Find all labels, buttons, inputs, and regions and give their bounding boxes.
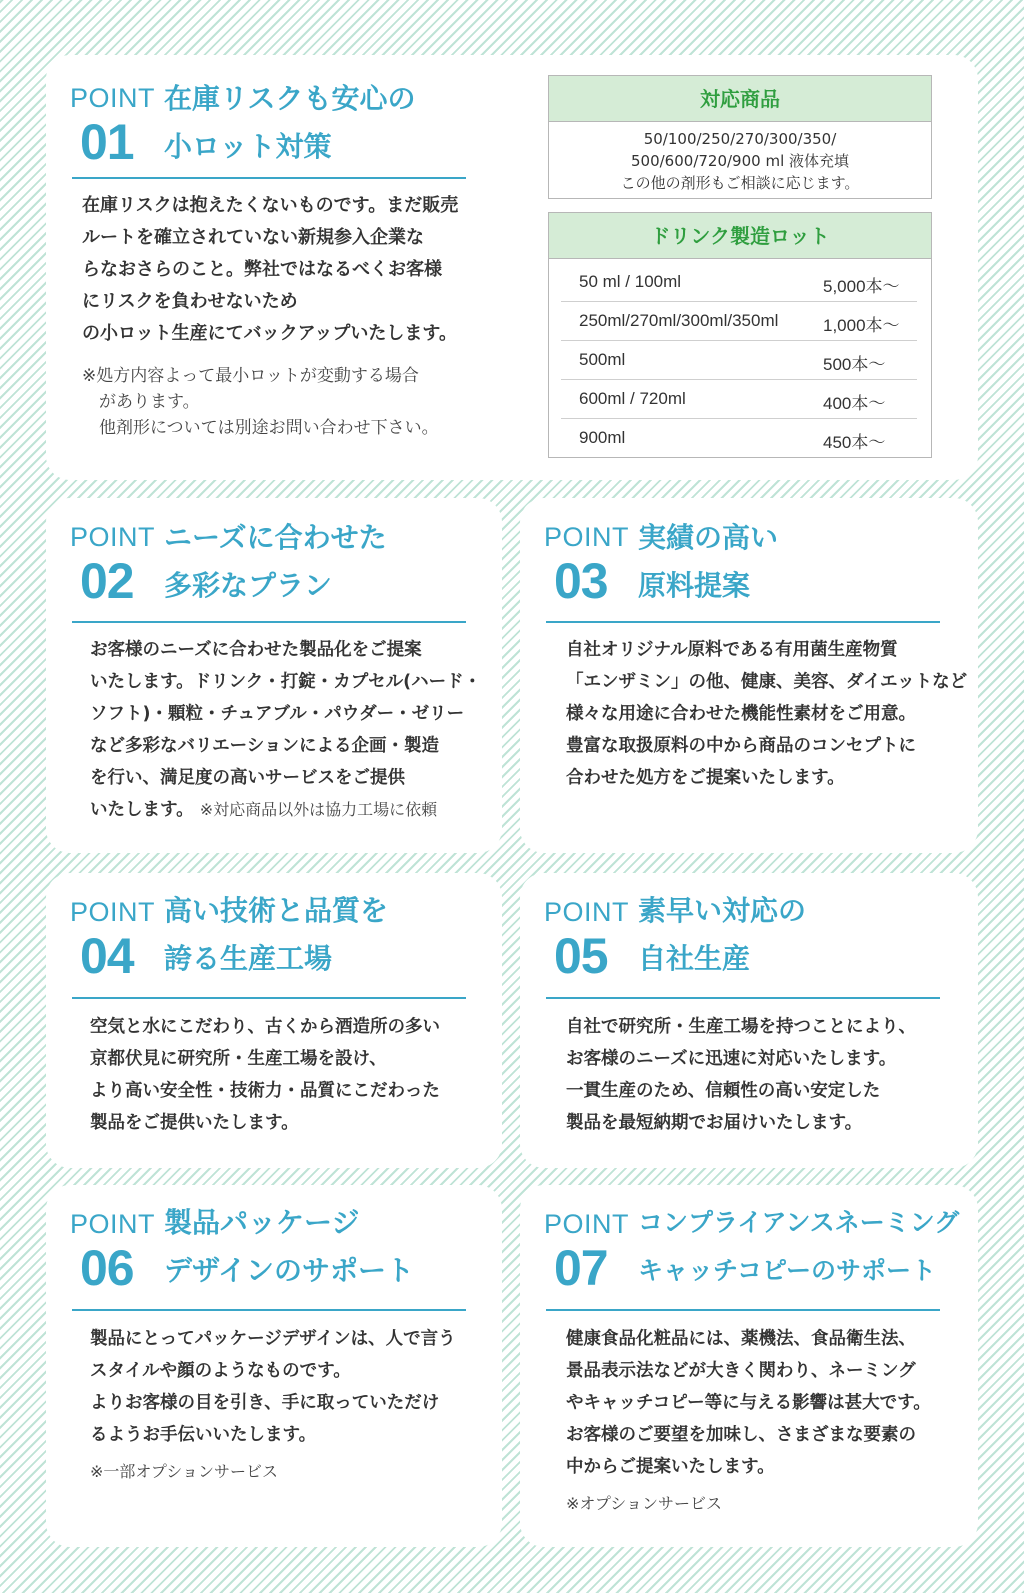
body-line: の小ロット生産にてバックアップいたします。 bbox=[82, 323, 457, 344]
point-body bbox=[566, 1323, 931, 1483]
products-table-title: 対応商品 bbox=[549, 76, 931, 122]
point-label: POINT bbox=[544, 1209, 630, 1239]
body-line: 合わせた処方をご提案いたします。 bbox=[566, 768, 845, 788]
heading-line: 製品パッケージ bbox=[164, 1206, 360, 1239]
point-number: 02 bbox=[80, 553, 134, 609]
heading-divider bbox=[72, 621, 466, 623]
point-label: POINT bbox=[70, 522, 156, 552]
body-line: を行い、満足度の高いサービスをご提供 bbox=[90, 768, 405, 788]
heading-line: キャッチコピーのサポート bbox=[638, 1256, 937, 1285]
heading-line: 実績の高い bbox=[638, 521, 779, 554]
point-heading bbox=[164, 514, 387, 610]
point-heading bbox=[164, 887, 388, 983]
point-number: 05 bbox=[554, 928, 608, 984]
heading-line: 小ロット対策 bbox=[164, 130, 332, 163]
point-label: POINT bbox=[70, 897, 156, 927]
point-number: 03 bbox=[554, 553, 608, 609]
body-line: お客様のご要望を加味し、さまざまな要素の bbox=[566, 1425, 916, 1445]
point-number: 07 bbox=[554, 1240, 608, 1296]
heading-divider bbox=[72, 1309, 466, 1311]
point-body bbox=[90, 1011, 440, 1139]
point-note bbox=[82, 363, 439, 441]
products-line: この他の剤形もご相談に応じます。 bbox=[620, 174, 860, 192]
lot-row bbox=[561, 380, 917, 419]
heading-line: デザインのサポート bbox=[164, 1254, 415, 1287]
point-label: POINT bbox=[70, 1209, 156, 1239]
heading-line: 原料提案 bbox=[638, 569, 751, 602]
point-body bbox=[566, 1011, 916, 1139]
body-line: 豊富な取扱原料の中から商品のコンセプトに bbox=[566, 736, 916, 756]
body-line: 景品表示法などが大きく関わり、ネーミング bbox=[566, 1361, 916, 1381]
body-line: 製品をご提供いたします。 bbox=[90, 1113, 299, 1133]
heading-line: 自社生産 bbox=[638, 942, 751, 975]
heading-line: 多彩なプラン bbox=[164, 569, 333, 602]
heading-line: ニーズに合わせた bbox=[164, 521, 387, 554]
body-line: 製品を最短納期でお届けいたします。 bbox=[566, 1113, 863, 1133]
point-card-01 bbox=[46, 55, 978, 480]
point-number: 04 bbox=[80, 928, 134, 984]
point-body bbox=[90, 634, 481, 826]
body-line: 様々な用途に合わせた機能性素材をご用意。 bbox=[566, 704, 916, 724]
heading-divider bbox=[546, 621, 940, 623]
lot-size: 500ml bbox=[579, 350, 626, 369]
point-note bbox=[90, 1459, 278, 1485]
body-line: ソフト)・顆粒・チュアブル・パウダー・ゼリー bbox=[90, 704, 465, 724]
lot-qty: 400本〜 bbox=[823, 394, 886, 413]
point-number: 01 bbox=[80, 114, 134, 170]
heading-line: 在庫リスクも安心の bbox=[164, 82, 416, 115]
point-label: POINT bbox=[70, 83, 156, 113]
body-line: やキャッチコピー等に与える影響は甚大です。 bbox=[566, 1393, 931, 1413]
lot-size: 250ml/270ml/300ml/350ml bbox=[579, 311, 779, 330]
body-line: 「エンザミン」の他、健康、美容、ダイエットなど bbox=[566, 672, 968, 692]
body-line: 健康食品化粧品には、薬機法、食品衛生法、 bbox=[566, 1329, 916, 1349]
lot-size: 600ml / 720ml bbox=[579, 389, 686, 408]
body-line-text: いたします。 bbox=[90, 800, 194, 820]
body-line bbox=[90, 794, 481, 826]
inline-note: ※対応商品以外は協力工場に依頼 bbox=[199, 800, 438, 819]
body-line: ルートを確立されていない新規参入企業な bbox=[82, 227, 424, 248]
note-line: ※オプションサービス bbox=[566, 1494, 722, 1513]
lot-row bbox=[561, 302, 917, 341]
point-heading bbox=[638, 887, 806, 983]
body-line: 自社で研究所・生産工場を持つことにより、 bbox=[566, 1017, 916, 1037]
lot-row bbox=[561, 341, 917, 380]
point-heading bbox=[638, 1199, 959, 1295]
point-card-04 bbox=[46, 873, 502, 1168]
heading-line: 高い技術と品質を bbox=[164, 894, 389, 927]
lot-qty: 5,000本〜 bbox=[823, 277, 900, 296]
heading-line: 素早い対応の bbox=[638, 894, 807, 927]
body-line: 在庫リスクは抱えたくないものです。まだ販売 bbox=[82, 195, 459, 216]
note-line: ※一部オプションサービス bbox=[90, 1462, 278, 1481]
note-line: 他剤形については別途お問い合わせ下さい。 bbox=[82, 418, 439, 438]
point-heading bbox=[164, 1199, 414, 1295]
point-heading bbox=[638, 514, 778, 610]
point-card-06 bbox=[46, 1185, 502, 1547]
point-label: POINT bbox=[544, 897, 630, 927]
body-line: にリスクを負わせないため bbox=[82, 291, 298, 312]
body-line: るようお手伝いいたします。 bbox=[90, 1425, 317, 1445]
body-line: など多彩なバリエーションによる企画・製造 bbox=[90, 736, 439, 756]
body-line: お客様のニーズに迅速に対応いたします。 bbox=[566, 1049, 897, 1069]
heading-line: コンプライアンスネーミング bbox=[638, 1208, 960, 1237]
body-line: より高い安全性・技術力・品質にこだわった bbox=[90, 1081, 440, 1101]
heading-divider bbox=[546, 1309, 940, 1311]
lot-table bbox=[548, 212, 932, 458]
body-line: 空気と水にこだわり、古くから酒造所の多い bbox=[90, 1017, 440, 1037]
body-line: いたします。ドリンク・打錠・カプセル(ハード・ bbox=[90, 672, 482, 692]
products-table-body bbox=[549, 122, 931, 194]
body-line: お客様のニーズに合わせた製品化をご提案 bbox=[90, 640, 422, 660]
point-body bbox=[82, 190, 458, 350]
point-card-03 bbox=[520, 498, 978, 853]
body-line: スタイルや顔のようなものです。 bbox=[90, 1361, 351, 1381]
note-line: ※処方内容よって最小ロットが変動する場合 bbox=[82, 366, 419, 386]
point-card-05 bbox=[520, 873, 978, 1168]
products-line: 500/600/720/900 ml 液体充填 bbox=[631, 152, 849, 170]
lot-qty: 450本〜 bbox=[823, 433, 886, 452]
point-number: 06 bbox=[80, 1240, 134, 1296]
lot-row bbox=[561, 263, 917, 302]
heading-line: 誇る生産工場 bbox=[164, 942, 333, 975]
body-line: 一貫生産のため、信頼性の高い安定した bbox=[566, 1081, 881, 1101]
lot-qty: 500本〜 bbox=[823, 355, 886, 374]
body-line: 京都伏見に研究所・生産工場を設け、 bbox=[90, 1049, 387, 1069]
heading-divider bbox=[546, 997, 940, 999]
body-line: 中からご提案いたします。 bbox=[566, 1457, 775, 1477]
lot-qty: 1,000本〜 bbox=[823, 316, 900, 335]
body-line: 自社オリジナル原料である有用菌生産物質 bbox=[566, 640, 898, 660]
note-line: があります。 bbox=[82, 392, 200, 412]
body-line: 製品にとってパッケージデザインは、人で言う bbox=[90, 1329, 456, 1349]
point-heading bbox=[164, 75, 415, 171]
lot-row bbox=[561, 419, 917, 458]
lot-size: 50 ml / 100ml bbox=[579, 272, 682, 291]
point-card-02 bbox=[46, 498, 502, 853]
lot-table-title: ドリンク製造ロット bbox=[549, 213, 931, 259]
point-card-07 bbox=[520, 1185, 978, 1547]
point-label: POINT bbox=[544, 522, 630, 552]
products-line: 50/100/250/270/300/350/ bbox=[643, 130, 837, 148]
body-line: よりお客様の目を引き、手に取っていただけ bbox=[90, 1393, 440, 1413]
point-body bbox=[566, 634, 967, 794]
body-line: らなおさらのこと。弊社ではなるべくお客様 bbox=[82, 259, 442, 280]
heading-divider bbox=[72, 997, 466, 999]
products-table bbox=[548, 75, 932, 199]
heading-divider bbox=[72, 177, 466, 179]
point-note bbox=[566, 1491, 722, 1517]
lot-size: 900ml bbox=[579, 428, 626, 447]
point-body bbox=[90, 1323, 456, 1451]
